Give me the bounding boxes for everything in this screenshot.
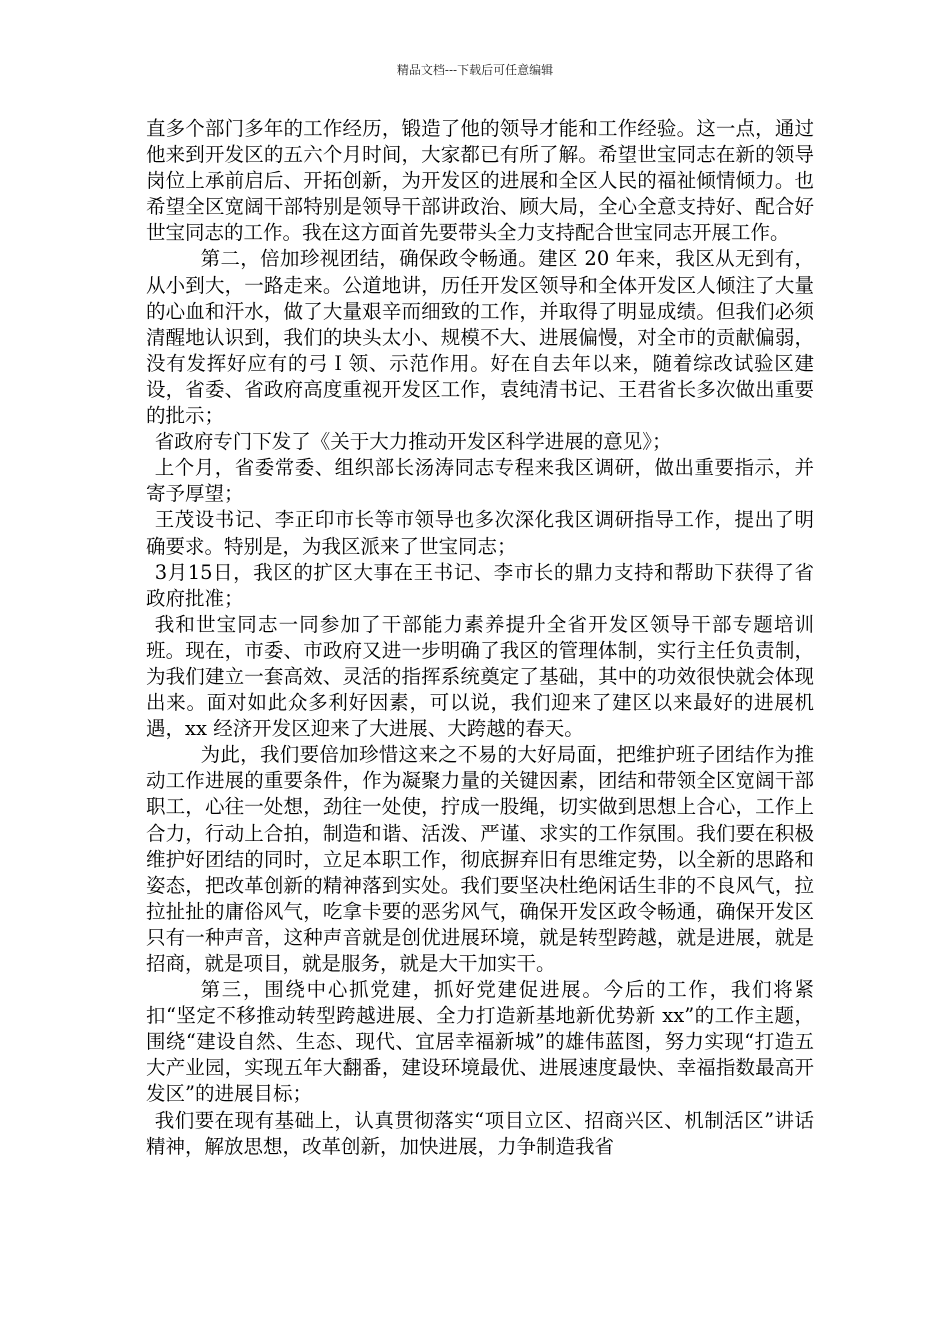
page-header: 精品文档---下载后可任意编辑 — [396, 63, 554, 77]
paragraph-4: 上个月，省委常委、组织部长汤涛同志专程来我区调研，做出重要指示，并寄予厚望； — [146, 456, 814, 506]
paragraph-1: 直多个部门多年的工作经历，锻造了他的领导才能和工作经验。这一点，通过他来到开发区的五六个月时间，大家都已有所了解。希望世宝同志在新的领导岗位上承前启后、开拓创新，为开发区的进展和全区人民的福祉倾情倾力。也希望全区宽阔干部特别是领导干部讲政治、顾大局，全心全意支持好、配合好世宝同志的工作。我在这方面首先要带头全力支持配合世宝同志开展工作。 — [146, 117, 814, 245]
paragraph-5: 王茂设书记、李正印市长等市领导也多次深化我区调研指导工作，提出了明确要求。特别是，为我区派来了世宝同志； — [146, 508, 814, 558]
paragraph-6: 3月15日，我区的扩区大事在王书记、李市长的鼎力支持和帮助下获得了省政府批准； — [146, 560, 814, 610]
document-body — [146, 116, 814, 1160]
paragraph-2: 第二，倍加珍视团结，确保政令畅通。建区 20 年来，我区从无到有，从小到大，一路走来。公道地讲，历任开发区领导和全体开发区人倾注了大量的心血和汗水，做了大量艰辛而细致的工作，并取得了明显成绩。但我们必须清醒地认识到，我们的块头太小、规模不大、进展偏慢，对全市的贡献偏弱，没有发挥好应有的弓Ｉ领、示范作用。好在自去年以来，随着综改试验区建设，省委、省政府高度重视开发区工作，袁纯清书记、王君省长多次做出重要的批示； — [146, 247, 814, 428]
paragraph-8: 为此，我们要倍加珍惜这来之不易的大好局面，把维护班子团结作为推动工作进展的重要条件，作为凝聚力量的关键因素，团结和带领全区宽阔干部职工，心往一处想，劲往一处使，拧成一股绳，切实做到思想上合心，工作上合力，行动上合拍，制造和谐、活泼、严谨、求实的工作氛围。我们要在积极维护好团结的同时，立足本职工作，彻底摒弃旧有思维定势，以全新的思路和姿态，把改革创新的精神落到实处。我们要坚决杜绝闲话生非的不良风气，拉拉扯扯的庸俗风气，吃拿卡要的恶劣风气，确保开发区政令畅通，确保开发区只有一种声音，这种声音就是创优进展环境，就是转型跨越，就是进展，就是招商，就是项目，就是服务，就是大干加实干。 — [146, 743, 814, 975]
paragraph-10: 我们要在现有基础上，认真贯彻落实“项目立区、招商兴区、机制活区”讲话精神，解放思想，改革创新，加快进展，力争制造我省 — [146, 1108, 814, 1158]
paragraph-7: 我和世宝同志一同参加了干部能力素养提升全省开发区领导干部专题培训班。现在，市委、市政府又进一步明确了我区的管理体制，实行主任负责制，为我们建立一套高效、灵活的指挥系统奠定了基础，其中的功效很快就会体现出来。面对如此众多利好因素，可以说，我们迎来了建区以来最好的进展机遇，xx 经济开发区迎来了大进展、大跨越的春天。 — [146, 612, 814, 741]
paragraph-3: 省政府专门下发了《关于大力推动开发区科学进展的意见》； — [154, 430, 672, 454]
paragraph-9: 第三，围绕中心抓党建，抓好党建促进展。今后的工作，我们将紧扣“坚定不移推动转型跨越进展、全力打造新基地新优势新 xx”的工作主题，围绕“建设自然、生态、现代、宜居幸福新城”的雄伟蓝图，努力实现“打造五大产业园，实现五年大翻番，建设环境最优、进展速度最快、幸福指数最高开发区”的进展目标； — [146, 978, 814, 1106]
